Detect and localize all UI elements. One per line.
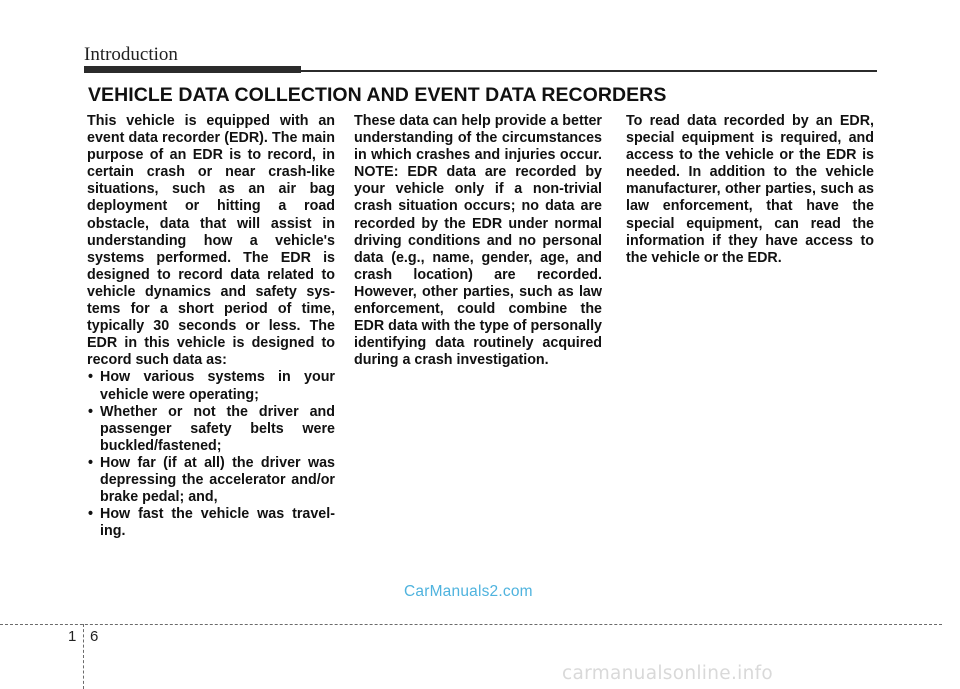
edr-data-paragraph: These data can help provide a better understanding of the circumstances in which crashes and injuries occur. NOTE: EDR data are recorded by your vehicle only if a non-trivial crash situation occurs; no data are recorded by the EDR under normal driving conditions and no personal data (e.g., name, gender, age, and crash location) are recorded. However, other parties, such as law enforcement, could combine the EDR data with the type of personally identifying data routinely acquired during a crash investigation.: [354, 113, 602, 369]
list-item: • How fast the vehicle was traveling.: [87, 506, 335, 540]
column-2: [354, 113, 602, 369]
edr-access-paragraph: To read data recorded by an EDR, special equipment is required, and access to the vehicle or the EDR is needed. In addition to the vehicle manufacturer, other parties, such as law enforcement, that have the special equipment, can read the information if they have access to the vehicle or the EDR.: [626, 113, 874, 266]
chapter-number: 1: [68, 628, 77, 645]
header-rule-thick: [84, 66, 301, 73]
intro-paragraph: This vehicle is equipped with an event data recorder (EDR). The main purpose of an EDR is to record, in certain crash or near crash-like situations, such as an air bag deployment or hitting a road obstacle, data that will assist in understanding how a vehicle's systems performed. The EDR is designed to record data related to vehicle dynamics and safety systems for a short period of time, typically 30 seconds or less. The EDR in this vehicle is designed to record such data as:: [87, 113, 335, 369]
section-label: Introduction: [84, 44, 178, 65]
recorded-data-list: [87, 369, 335, 540]
page-title: VEHICLE DATA COLLECTION AND EVENT DATA RECORDERS: [88, 84, 667, 106]
list-item: • How far (if at all) the driver was depressing the accelerator and/or brake pedal; and,: [87, 455, 335, 506]
page-number: 6: [90, 628, 99, 645]
footer-vertical-divider: [83, 624, 84, 689]
watermark-link[interactable]: CarManuals2.com: [404, 583, 533, 600]
column-1: [87, 113, 335, 540]
column-3: [626, 113, 874, 267]
footer-divider: [0, 624, 942, 625]
list-item: • How various systems in your vehicle were operating;: [87, 369, 335, 403]
header-rule-thin: [301, 70, 877, 72]
list-item: • Whether or not the driver and passenger safety belts were buckled/fastened;: [87, 404, 335, 455]
site-watermark: carmanualsonline.info: [562, 663, 774, 684]
